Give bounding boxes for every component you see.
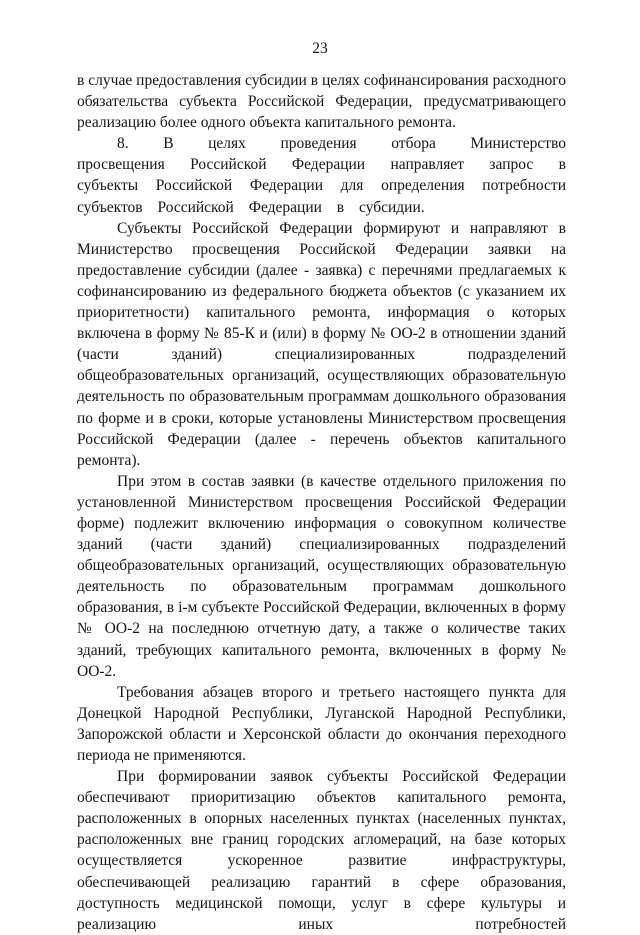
paragraph-5: Требования абзацев второго и третьего настоящего пункта для Донецкой Народной Республики, Луганской Народной Республики, Запорожской области и Херсонской области до окончания переходного периода не применяются.	[77, 683, 566, 764]
document-body	[77, 70, 566, 935]
paragraph-1: в случае предоставления субсидии в целях софинансирования расходного обязательства субъекта Российской Федерации, предусматривающего реализацию более одного объекта капитального ремонта.	[77, 72, 566, 132]
paragraph-3: Субъекты Российской Федерации формируют и направляют в Министерство просвещения Российской Федерации заявки на предоставление субсидии (далее - заявка) с перечнями предлагаемых к софинансированию из федерального бюджета объектов (с указанием их приоритетности) капитального ремонта, информация о которых включена в форму № 85-К и (или) в форму № ОО-2 в отношении зданий (части зданий) специализированных подразделений общеобразовательных организаций, осуществляющих образовательную деятельность по образовательным программам дошкольного образования по форме и в сроки, которые установлены Министерством просвещения Российской Федерации (далее - перечень объектов капитального ремонта).	[77, 219, 566, 469]
paragraph-2: 8. В целях проведения отбора Министерство просвещения Российской Федерации направляет запрос в субъекты Российской Федерации для определения потребности субъектов Российской Федерации в субсидии.	[77, 135, 566, 216]
page-number: 23	[312, 40, 328, 57]
paragraph-6: При формировании заявок субъекты Российской Федерации обеспечивают приоритизацию объектов капитального ремонта, расположенных в опорных населенных пунктах (населенных пунктах, расположенных вне границ городских агломераций, на базе которых осуществляется ускоренное развитие инфраструктуры, обеспечивающей реализацию гарантий в сфере образования, доступность медицинской помощи, услуг в сфере культуры и реализацию иных потребностей	[77, 768, 566, 933]
paragraph-4: При этом в состав заявки (в качестве отдельного приложения по установленной Министерством просвещения Российской Федерации форме) подлежит включению информация о совокупном количестве зданий (части зданий) специализированных подразделений общеобразовательных организаций, осуществляющих образовательную деятельность по образовательным программам дошкольного образования, в i-м субъекте Российской Федерации, включенных в форму № ОО-2 на последнюю отчетную дату, а также о количестве таких зданий, требующих капитального ремонта, включенных в форму № ОО-2.	[77, 472, 566, 680]
